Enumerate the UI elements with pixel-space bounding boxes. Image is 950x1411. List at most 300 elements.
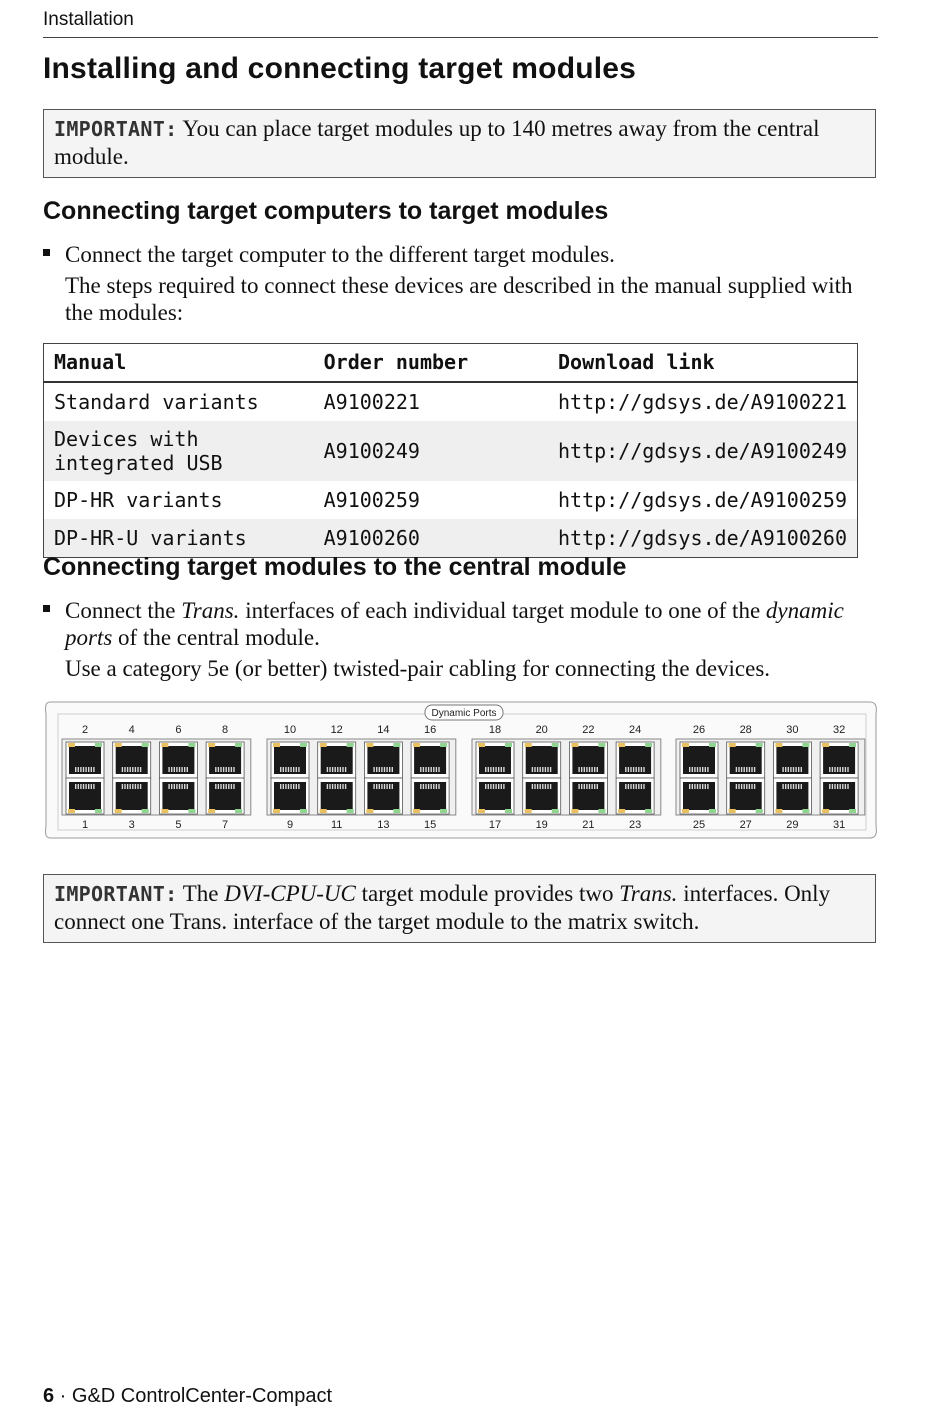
port-pin bbox=[226, 767, 227, 772]
section-heading-target-computers: Connecting target computers to target modules bbox=[43, 197, 609, 225]
port-socket bbox=[572, 782, 604, 810]
important-note-distance bbox=[43, 109, 876, 178]
port-pin bbox=[376, 767, 377, 772]
port-led-right bbox=[505, 743, 512, 747]
port-socket bbox=[526, 782, 558, 810]
port-led-left bbox=[729, 809, 736, 813]
port-pin bbox=[699, 767, 700, 772]
port-led-right bbox=[235, 743, 242, 747]
port-pin bbox=[233, 784, 234, 789]
bullet-item-connect-computer bbox=[43, 241, 873, 268]
port-pin bbox=[689, 784, 690, 789]
port-number-top: 28 bbox=[739, 724, 752, 736]
port-pin bbox=[738, 767, 739, 772]
cell-manual: Devices with integrated USB bbox=[44, 421, 314, 481]
port-number-top: 6 bbox=[175, 724, 182, 736]
port-led-left bbox=[413, 743, 420, 747]
rj45-port-icon bbox=[680, 778, 718, 814]
port-pin bbox=[594, 784, 595, 789]
port-pin bbox=[218, 784, 219, 789]
port-number-top: 30 bbox=[786, 724, 799, 736]
port-pin bbox=[231, 767, 232, 772]
port-pin bbox=[215, 784, 216, 789]
rj45-port-icon bbox=[523, 742, 561, 778]
port-led-left bbox=[682, 809, 689, 813]
port-led-right bbox=[802, 743, 809, 747]
port-pin bbox=[845, 767, 846, 772]
port-pin bbox=[327, 767, 328, 772]
port-pin bbox=[124, 784, 125, 789]
port-led-left bbox=[478, 809, 485, 813]
port-pin bbox=[75, 784, 76, 789]
port-pin bbox=[127, 784, 128, 789]
page-title: Installing and connecting target modules bbox=[43, 52, 637, 85]
port-pin bbox=[578, 784, 579, 789]
port-pin bbox=[801, 767, 802, 772]
cell-order-number: A9100259 bbox=[323, 488, 420, 512]
port-pin bbox=[751, 784, 752, 789]
port-pin bbox=[840, 784, 841, 789]
port-pin bbox=[532, 767, 533, 772]
port-pin bbox=[337, 767, 338, 772]
port-pin bbox=[550, 784, 551, 789]
cell-download-link[interactable]: http://gdsys.de/A9100249 bbox=[548, 421, 857, 481]
port-pin bbox=[293, 784, 294, 789]
port-led-left bbox=[68, 809, 75, 813]
port-pin bbox=[589, 767, 590, 772]
port-socket bbox=[526, 746, 558, 774]
port-pin bbox=[702, 767, 703, 772]
port-pin bbox=[345, 767, 346, 772]
port-pin bbox=[329, 767, 330, 772]
important-keyword: IMPORTANT: bbox=[54, 117, 178, 141]
rj45-port-icon bbox=[523, 778, 561, 814]
port-pin bbox=[493, 767, 494, 772]
port-pin bbox=[340, 767, 341, 772]
column-header-order-number: Order number bbox=[314, 344, 548, 383]
port-pin bbox=[226, 784, 227, 789]
port-led-left bbox=[273, 743, 280, 747]
port-pin bbox=[591, 767, 592, 772]
rj45-port-icon bbox=[680, 742, 718, 778]
port-pin bbox=[782, 784, 783, 789]
port-number-bottom: 1 bbox=[81, 819, 89, 831]
port-socket bbox=[209, 782, 241, 810]
port-pin bbox=[379, 767, 380, 772]
emphasis-dynamic-ports: dynamic ports bbox=[65, 598, 844, 650]
port-pin bbox=[127, 767, 128, 772]
bullet-text-part: interfaces of each individual target module to one of the bbox=[239, 598, 766, 623]
port-pin bbox=[431, 784, 432, 789]
port-number-bottom: 27 bbox=[739, 819, 752, 831]
port-pin bbox=[689, 767, 690, 772]
port-socket bbox=[274, 782, 306, 810]
rj45-port-icon bbox=[476, 778, 514, 814]
port-led-left bbox=[682, 743, 689, 747]
cell-download-link[interactable]: http://gdsys.de/A9100260 bbox=[548, 519, 857, 558]
page-footer bbox=[43, 1385, 332, 1408]
rj45-port-icon bbox=[616, 742, 654, 778]
port-led-right bbox=[756, 743, 763, 747]
important-note-dvi-cpu-uc bbox=[43, 874, 876, 943]
cell-order-number: A9100249 bbox=[314, 421, 548, 481]
port-number-bottom: 25 bbox=[692, 819, 706, 831]
port-pin bbox=[485, 767, 486, 772]
note-text-part: target module provides two bbox=[355, 881, 620, 906]
port-pin bbox=[532, 784, 533, 789]
port-pin bbox=[280, 784, 281, 789]
port-led-right bbox=[300, 809, 307, 813]
port-led-right bbox=[552, 743, 559, 747]
port-pin bbox=[503, 767, 504, 772]
port-pin bbox=[788, 784, 789, 789]
port-number-bottom: 15 bbox=[423, 819, 437, 831]
port-socket bbox=[776, 746, 808, 774]
port-pin bbox=[337, 784, 338, 789]
port-pin bbox=[176, 784, 177, 789]
port-socket bbox=[69, 746, 101, 774]
port-led-left bbox=[775, 809, 782, 813]
port-pin bbox=[436, 767, 437, 772]
port-led-left bbox=[115, 743, 122, 747]
port-led-right bbox=[849, 743, 856, 747]
port-pin bbox=[187, 767, 188, 772]
port-pin bbox=[594, 767, 595, 772]
port-pin bbox=[829, 784, 830, 789]
port-led-right bbox=[849, 809, 856, 813]
port-pin bbox=[550, 767, 551, 772]
port-pin bbox=[130, 784, 131, 789]
port-pin bbox=[228, 784, 229, 789]
port-socket bbox=[321, 782, 353, 810]
port-pin bbox=[298, 767, 299, 772]
port-pin bbox=[184, 784, 185, 789]
port-number-bottom: 19 bbox=[535, 819, 548, 831]
port-pin bbox=[171, 767, 172, 772]
port-pin bbox=[80, 767, 81, 772]
port-pin bbox=[335, 784, 336, 789]
port-pin bbox=[93, 767, 94, 772]
port-pin bbox=[702, 784, 703, 789]
port-pin bbox=[545, 784, 546, 789]
port-number-bottom: 13 bbox=[377, 819, 390, 831]
note-text-part: The bbox=[177, 881, 225, 906]
table-header-row bbox=[44, 344, 858, 383]
port-pin bbox=[847, 784, 848, 789]
port-led-right bbox=[709, 743, 716, 747]
rj45-port-icon bbox=[318, 778, 356, 814]
port-led-left bbox=[618, 809, 625, 813]
bullet-text: Connect the target computer to the different target modules. bbox=[65, 242, 615, 267]
port-led-right bbox=[440, 743, 447, 747]
port-led-left bbox=[115, 809, 122, 813]
port-pin bbox=[420, 767, 421, 772]
port-number-top: 2 bbox=[81, 724, 89, 736]
port-number-bottom: 7 bbox=[222, 819, 229, 831]
port-pin bbox=[485, 784, 486, 789]
port-number-top: 20 bbox=[535, 724, 548, 736]
port-pin bbox=[296, 784, 297, 789]
port-pin bbox=[641, 767, 642, 772]
port-pin bbox=[782, 767, 783, 772]
rj45-port-icon bbox=[411, 778, 449, 814]
port-pin bbox=[503, 784, 504, 789]
port-led-right bbox=[347, 809, 354, 813]
port-pin bbox=[746, 767, 747, 772]
footer-separator: · bbox=[54, 1385, 72, 1407]
port-pin bbox=[392, 767, 393, 772]
port-led-left bbox=[571, 743, 578, 747]
port-pin bbox=[93, 784, 94, 789]
port-led-left bbox=[208, 743, 215, 747]
port-pin bbox=[798, 767, 799, 772]
port-pin bbox=[837, 767, 838, 772]
port-led-right bbox=[188, 809, 195, 813]
port-pin bbox=[798, 784, 799, 789]
port-pin bbox=[122, 767, 123, 772]
port-led-left bbox=[273, 809, 280, 813]
port-pin bbox=[423, 784, 424, 789]
cell-manual: DP-HR variants bbox=[54, 488, 223, 512]
port-socket bbox=[823, 746, 855, 774]
port-socket bbox=[683, 746, 715, 774]
port-number-bottom: 21 bbox=[582, 819, 595, 831]
port-led-left bbox=[478, 743, 485, 747]
port-socket bbox=[619, 746, 651, 774]
port-pin bbox=[174, 784, 175, 789]
port-pin bbox=[795, 767, 796, 772]
paragraph-manual-reference: The steps required to connect these devices are described in the manual supplied with the modules: bbox=[65, 273, 853, 325]
port-number-bottom: 5 bbox=[175, 819, 182, 831]
port-pin bbox=[179, 784, 180, 789]
port-led-left bbox=[413, 809, 420, 813]
port-pin bbox=[78, 767, 79, 772]
rj45-port-icon bbox=[271, 742, 309, 778]
port-pin bbox=[537, 767, 538, 772]
port-pin bbox=[75, 767, 76, 772]
port-pin bbox=[392, 784, 393, 789]
port-pin bbox=[540, 784, 541, 789]
port-pin bbox=[493, 784, 494, 789]
rj45-port-icon bbox=[159, 742, 197, 778]
port-led-right bbox=[645, 809, 652, 813]
column-header-manual: Manual bbox=[44, 344, 314, 383]
page-number: 6 bbox=[43, 1385, 55, 1407]
rj45-port-icon bbox=[66, 742, 104, 778]
port-pin bbox=[744, 784, 745, 789]
port-pin bbox=[749, 767, 750, 772]
port-pin bbox=[223, 784, 224, 789]
port-number-bottom: 9 bbox=[286, 819, 294, 831]
port-led-left bbox=[366, 743, 373, 747]
port-pin bbox=[697, 767, 698, 772]
port-pin bbox=[840, 767, 841, 772]
port-pin bbox=[88, 767, 89, 772]
column-header-download-link: Download link bbox=[548, 344, 857, 383]
port-pin bbox=[736, 767, 737, 772]
port-number-top: 22 bbox=[582, 724, 595, 736]
table-row bbox=[44, 481, 858, 519]
note-text-part: interfaces. Only connect one Trans. interface of the target module to the matrix switch. bbox=[54, 881, 831, 934]
port-pin bbox=[498, 784, 499, 789]
rj45-port-icon bbox=[66, 778, 104, 814]
port-pin bbox=[597, 784, 598, 789]
port-pin bbox=[795, 784, 796, 789]
port-pin bbox=[438, 767, 439, 772]
rj45-port-icon bbox=[727, 778, 765, 814]
port-pin bbox=[707, 784, 708, 789]
cell-manual: DP-HR-U variants bbox=[44, 519, 314, 558]
important-text: You can place target modules up to 140 metres away from the central module. bbox=[54, 116, 820, 169]
port-pin bbox=[184, 767, 185, 772]
port-pin bbox=[581, 784, 582, 789]
port-pin bbox=[327, 784, 328, 789]
port-led-left bbox=[729, 743, 736, 747]
port-pin bbox=[389, 784, 390, 789]
port-pin bbox=[638, 784, 639, 789]
port-led-right bbox=[598, 809, 605, 813]
port-socket bbox=[776, 782, 808, 810]
port-pin bbox=[697, 784, 698, 789]
port-socket bbox=[274, 746, 306, 774]
port-led-left bbox=[525, 743, 532, 747]
port-pin bbox=[83, 784, 84, 789]
port-pin bbox=[135, 767, 136, 772]
port-pin bbox=[283, 784, 284, 789]
port-pin bbox=[85, 767, 86, 772]
port-pin bbox=[431, 767, 432, 772]
port-pin bbox=[488, 767, 489, 772]
port-led-left bbox=[525, 809, 532, 813]
port-pin bbox=[744, 767, 745, 772]
port-led-right bbox=[95, 743, 102, 747]
port-pin bbox=[834, 784, 835, 789]
port-pin bbox=[218, 767, 219, 772]
rj45-port-icon bbox=[159, 778, 197, 814]
rj45-port-icon bbox=[476, 742, 514, 778]
port-number-top: 12 bbox=[330, 724, 343, 736]
port-pin bbox=[736, 784, 737, 789]
port-pin bbox=[433, 767, 434, 772]
port-pin bbox=[233, 767, 234, 772]
port-pin bbox=[187, 784, 188, 789]
port-pin bbox=[384, 784, 385, 789]
rj45-port-icon bbox=[206, 778, 244, 814]
port-pin bbox=[386, 767, 387, 772]
port-socket bbox=[414, 746, 446, 774]
port-pin bbox=[842, 767, 843, 772]
bullet-item-connect-trans bbox=[43, 597, 873, 651]
rj45-port-icon bbox=[616, 778, 654, 814]
cell-download-link[interactable]: http://gdsys.de/A9100221 bbox=[558, 390, 847, 414]
port-pin bbox=[490, 784, 491, 789]
port-led-right bbox=[188, 743, 195, 747]
rj45-port-icon bbox=[271, 778, 309, 814]
port-pin bbox=[223, 767, 224, 772]
port-pin bbox=[425, 767, 426, 772]
port-pin bbox=[293, 767, 294, 772]
port-pin bbox=[428, 767, 429, 772]
port-pin bbox=[628, 767, 629, 772]
port-pin bbox=[332, 784, 333, 789]
port-pin bbox=[381, 767, 382, 772]
port-led-left bbox=[775, 743, 782, 747]
port-led-left bbox=[68, 743, 75, 747]
port-pin bbox=[501, 767, 502, 772]
port-pin bbox=[586, 784, 587, 789]
port-socket bbox=[367, 746, 399, 774]
port-pin bbox=[283, 767, 284, 772]
port-pin bbox=[425, 784, 426, 789]
port-pin bbox=[495, 767, 496, 772]
port-pin bbox=[179, 767, 180, 772]
port-pin bbox=[547, 767, 548, 772]
port-pin bbox=[340, 784, 341, 789]
paragraph-cabling: Use a category 5e (or better) twisted-pair cabling for connecting the devices. bbox=[65, 656, 771, 681]
port-pin bbox=[692, 784, 693, 789]
port-pin bbox=[597, 767, 598, 772]
port-socket bbox=[572, 746, 604, 774]
bullet-text-part: of the central module. bbox=[112, 625, 320, 650]
table-row bbox=[44, 519, 858, 558]
port-pin bbox=[829, 767, 830, 772]
port-socket bbox=[479, 746, 511, 774]
port-pin bbox=[746, 784, 747, 789]
port-led-right bbox=[552, 809, 559, 813]
port-pin bbox=[231, 784, 232, 789]
port-number-top: 18 bbox=[488, 724, 502, 736]
port-socket bbox=[69, 782, 101, 810]
port-pin bbox=[140, 784, 141, 789]
manuals-table bbox=[43, 343, 858, 558]
port-socket bbox=[162, 746, 194, 774]
cell-download-link[interactable]: http://gdsys.de/A9100259 bbox=[558, 488, 847, 512]
port-pin bbox=[290, 767, 291, 772]
port-number-top: 26 bbox=[692, 724, 706, 736]
port-pin bbox=[584, 767, 585, 772]
port-pin bbox=[628, 784, 629, 789]
port-pin bbox=[584, 784, 585, 789]
port-pin bbox=[785, 767, 786, 772]
port-pin bbox=[329, 784, 330, 789]
port-pin bbox=[694, 767, 695, 772]
port-number-top: 10 bbox=[283, 724, 297, 736]
rj45-port-icon bbox=[364, 778, 402, 814]
port-pin bbox=[636, 767, 637, 772]
port-number-bottom: 23 bbox=[628, 819, 642, 831]
port-pin bbox=[174, 767, 175, 772]
port-pin bbox=[699, 784, 700, 789]
bullet-square-icon bbox=[43, 249, 50, 256]
port-socket bbox=[619, 782, 651, 810]
port-pin bbox=[625, 767, 626, 772]
port-led-left bbox=[618, 743, 625, 747]
port-pin bbox=[643, 767, 644, 772]
port-number-bottom: 17 bbox=[488, 819, 502, 831]
port-led-right bbox=[440, 809, 447, 813]
port-pin bbox=[228, 767, 229, 772]
port-led-right bbox=[142, 743, 149, 747]
table-row bbox=[44, 382, 858, 421]
port-pin bbox=[545, 767, 546, 772]
port-pin bbox=[181, 784, 182, 789]
port-pin bbox=[705, 784, 706, 789]
port-number-top: 4 bbox=[128, 724, 135, 736]
port-pin bbox=[790, 784, 791, 789]
port-socket bbox=[823, 782, 855, 810]
port-pin bbox=[88, 784, 89, 789]
port-pin bbox=[793, 767, 794, 772]
